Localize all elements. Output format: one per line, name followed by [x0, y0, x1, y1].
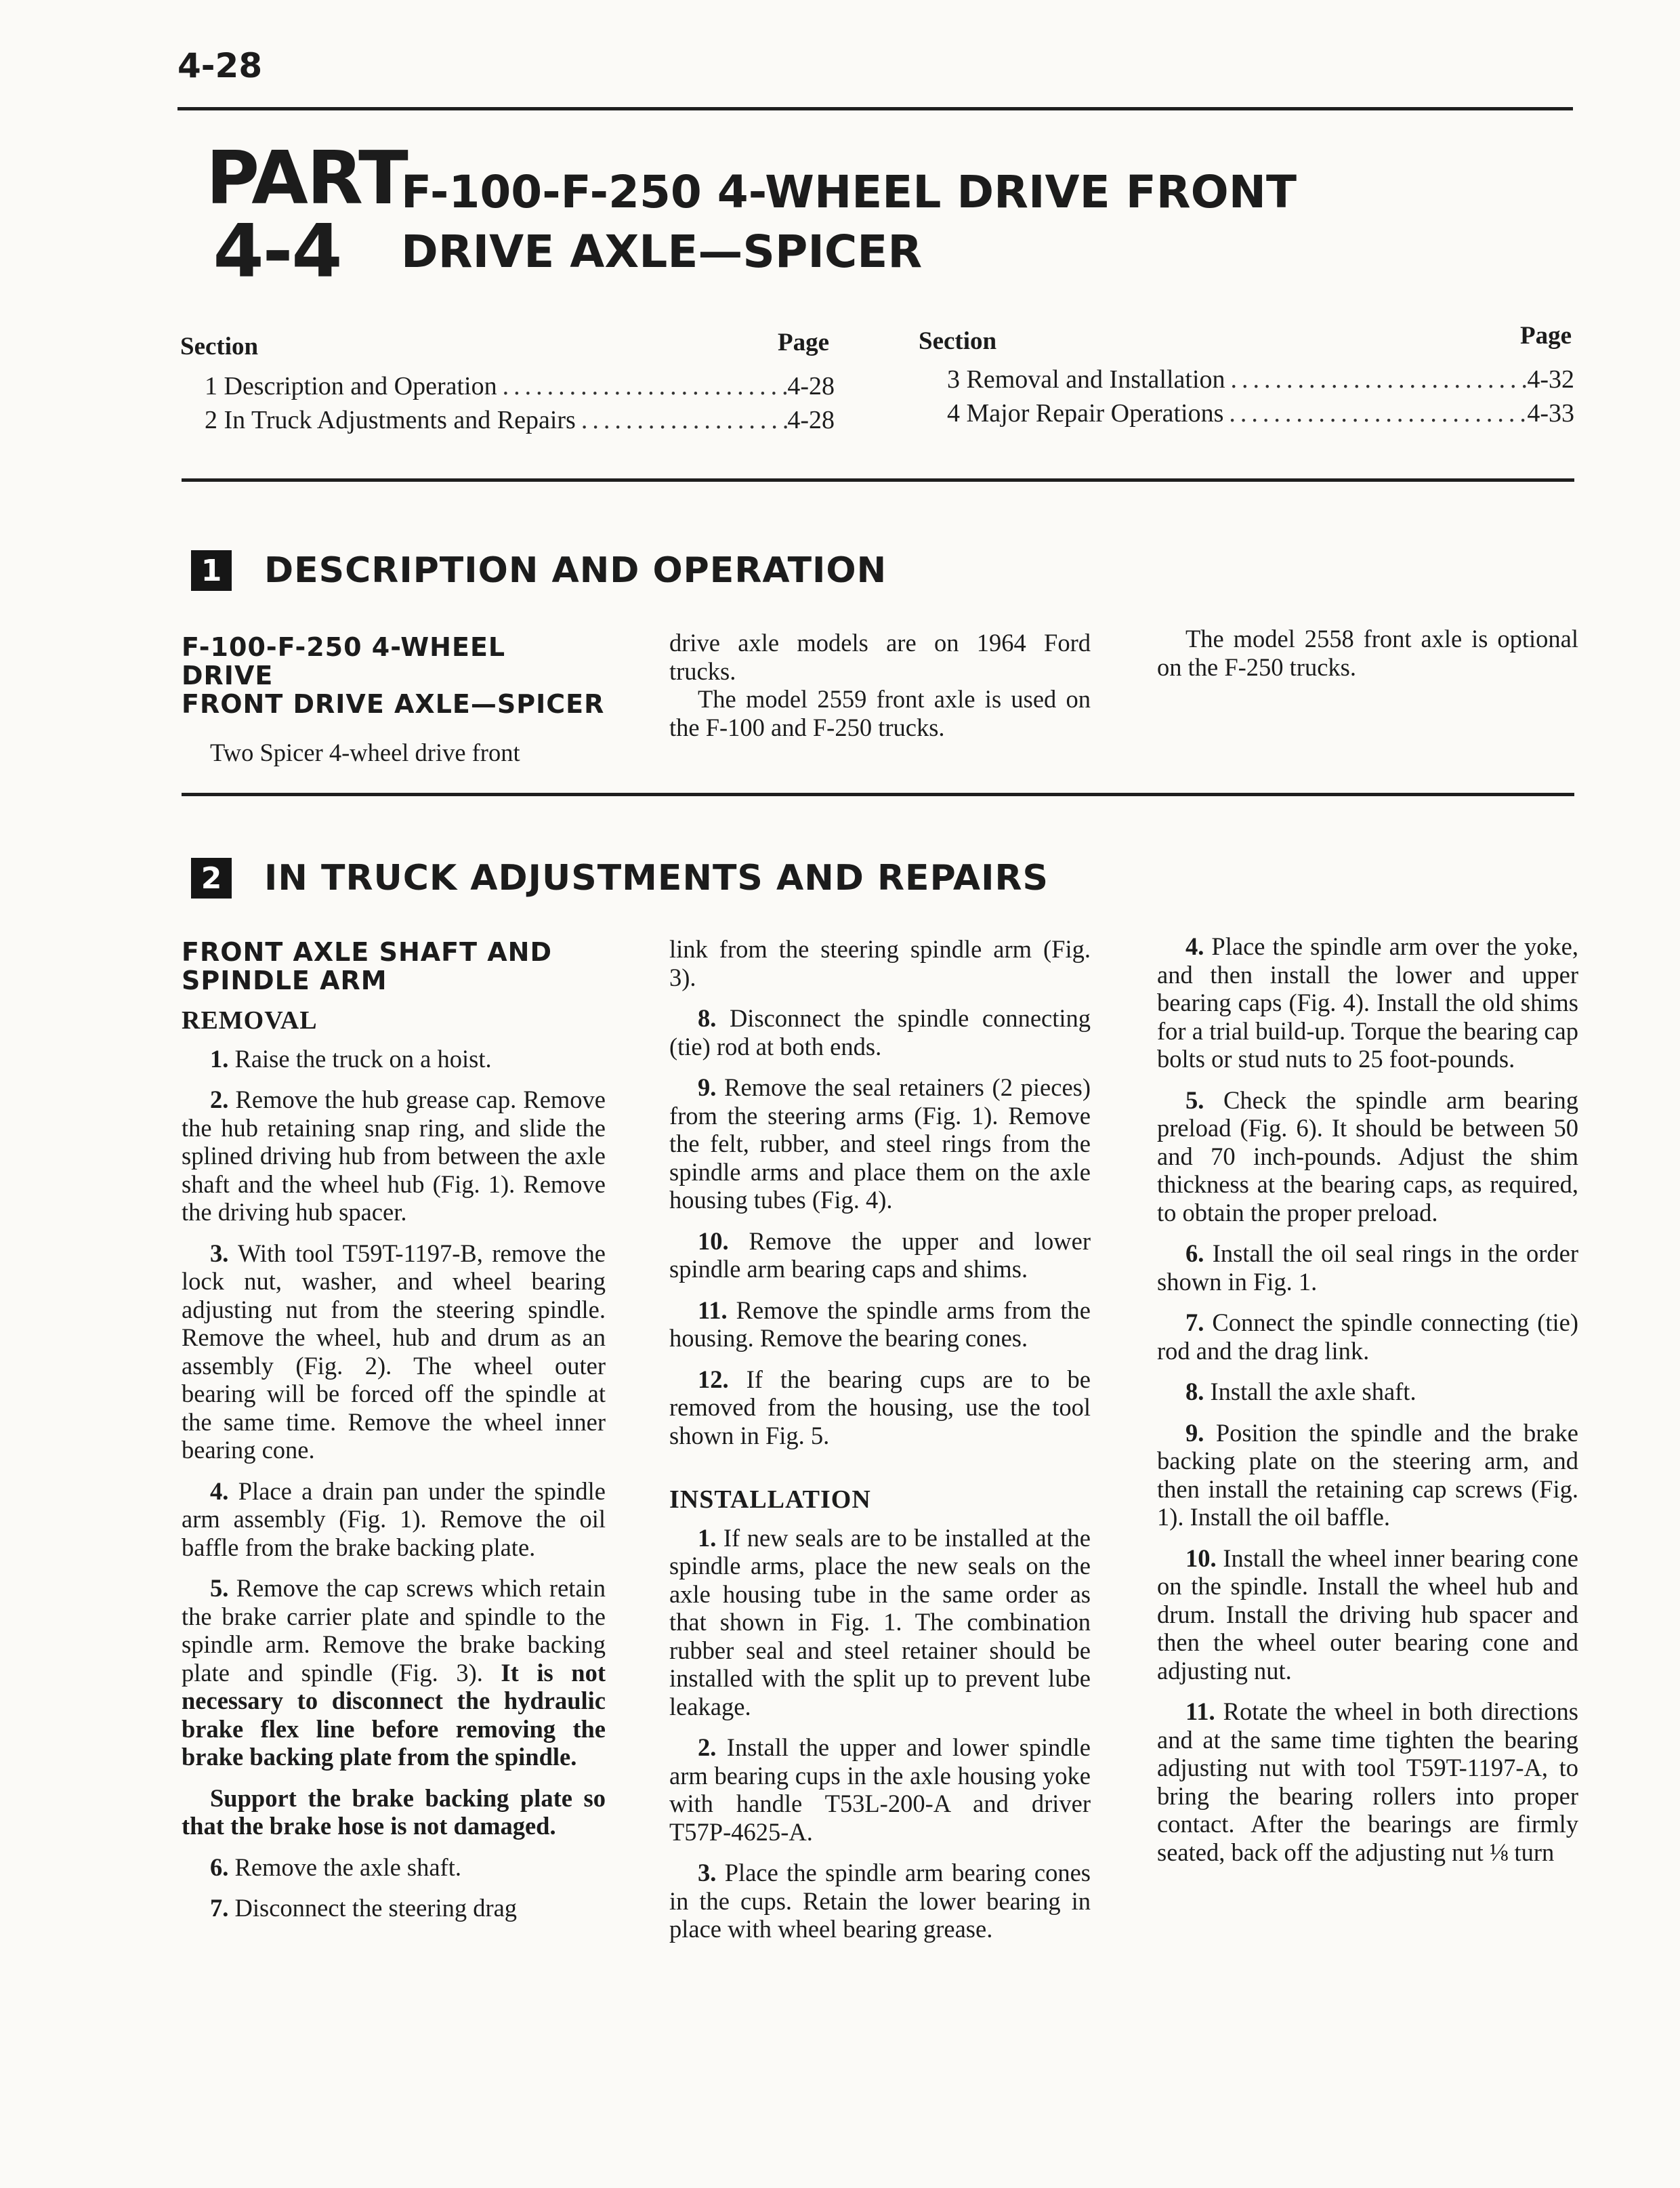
- section1-subheading: [182, 633, 606, 718]
- step-paragraph: [182, 1045, 606, 1073]
- step-number: 10.: [698, 1226, 749, 1255]
- step-paragraph: [1157, 1239, 1578, 1296]
- toc-entry-title: 3 Removal and Installation: [947, 365, 1225, 394]
- step-paragraph: [669, 1073, 1091, 1214]
- section2-col2: [669, 935, 1091, 1956]
- step-number: 8.: [1185, 1378, 1211, 1405]
- section1-heading: [191, 550, 887, 591]
- step-text: Install the wheel inner bearing cone on the spindle. Install the wheel hub and drum. Install the driving hub spacer and then the wheel outer bearing cone and adjusting nut.: [1157, 1544, 1579, 1685]
- removal-steps-continued: [669, 1004, 1091, 1449]
- part-title-line2: DRIVE AXLE—SPICER: [401, 226, 923, 278]
- step-text: Install the upper and lower spindle arm bearing cups in the axle housing yoke with handle T53L-200-A and driver T57P-4625-A.: [669, 1733, 1091, 1846]
- step-number: 3.: [210, 1239, 238, 1267]
- step-paragraph: [1157, 1378, 1578, 1406]
- part-number: 4-4: [213, 209, 341, 294]
- step-number: 9.: [698, 1073, 725, 1101]
- step-text: Remove the hub grease cap. Remove the hub retaining snap ring, and slide the splined driving hub from between the axle shaft and the wheel hub (Fig. 1). Remove the driving hub spacer.: [182, 1086, 606, 1226]
- step-number: 2.: [210, 1086, 236, 1113]
- step-paragraph: [669, 1524, 1091, 1721]
- removal-heading: REMOVAL: [182, 1006, 318, 1035]
- toc-leader: [1223, 398, 1527, 428]
- step-caution: It is not necessary to disconnect the hydraulic brake flex line before removing the brake backing plate from the spindle.: [182, 1658, 606, 1771]
- step-number: 11.: [698, 1296, 736, 1324]
- toc-rule: [182, 478, 1574, 482]
- step-text: Install the oil seal rings in the order shown in Fig. 1.: [1157, 1239, 1579, 1296]
- section1-paragraph: The model 2559 front axle is used on the F-100 and F-250 trucks.: [669, 685, 1091, 741]
- step-paragraph: [182, 1477, 606, 1562]
- section2-heading: [191, 858, 1049, 899]
- toc-entry-3[interactable]: [947, 365, 1574, 394]
- toc-page-label-left: Page: [778, 329, 830, 356]
- toc-page-label-right: Page: [1520, 322, 1572, 350]
- section1-paragraph: drive axle models are on 1964 Ford trucks.: [669, 629, 1091, 685]
- step-paragraph: [1157, 1544, 1578, 1685]
- step-number: 2.: [698, 1733, 727, 1761]
- step-number: 6.: [210, 1853, 235, 1881]
- step-paragraph: [182, 1853, 606, 1882]
- step-number: 4.: [1185, 932, 1212, 960]
- toc-section-label-left: Section: [180, 333, 259, 360]
- toc-entry-4[interactable]: [947, 398, 1574, 428]
- part-title-line1: F-100-F-250 4-WHEEL DRIVE FRONT: [401, 166, 1297, 218]
- toc-entry-page: 4-28: [787, 372, 835, 400]
- section1-col2: [669, 629, 1091, 754]
- part-title: [401, 163, 1458, 282]
- section-rule: [182, 793, 1574, 796]
- step-text: Disconnect the spindle connecting (tie) rod at both ends.: [669, 1004, 1091, 1060]
- toc-entry-title: 4 Major Repair Operations: [947, 399, 1224, 428]
- header-rule: [177, 107, 1573, 110]
- section1-paragraph: Two Spicer 4-wheel drive front: [210, 739, 520, 766]
- section2-subheading: [182, 938, 606, 995]
- step-text: If new seals are to be installed at the spindle arms, place the new seals on the axle housing tube in the same order as that shown in Fig. 1. The combination rubber seal and steel retainer should be installed with the split up to prevent lube leakage.: [669, 1523, 1091, 1720]
- toc-entry-title: 2 In Truck Adjustments and Repairs: [205, 406, 576, 434]
- toc-entry-page: 4-33: [1527, 399, 1574, 428]
- removal-step-continued: link from the steering spindle arm (Fig. 3).: [669, 935, 1091, 991]
- section1-paragraph: The model 2558 front axle is optional on the F-250 trucks.: [1157, 625, 1578, 681]
- step-paragraph: [1157, 932, 1578, 1073]
- step-paragraph: [1157, 1086, 1578, 1227]
- step-text: Remove the cap screws which retain the brake carrier plate and spindle to the spindle arm. Remove the brake backing plate and spindle (Fig. 3).: [182, 1574, 606, 1687]
- section1-title: DESCRIPTION AND OPERATION: [264, 550, 887, 591]
- step-text: Position the spindle and the brake backing plate on the steering arm, and then install the retaining cap screws (Fig. 1). Install the oil baffle.: [1157, 1418, 1578, 1531]
- step-paragraph: [669, 1365, 1091, 1450]
- step-text: Remove the axle shaft.: [234, 1853, 461, 1881]
- toc-entry-page: 4-28: [787, 406, 835, 434]
- section2-col3: [1157, 932, 1578, 1879]
- step-text: Connect the spindle connecting (tie) rod and the drag link.: [1157, 1308, 1579, 1365]
- section1-badge: 1: [191, 550, 232, 591]
- step-paragraph: [669, 1004, 1091, 1060]
- toc-leader: [497, 371, 788, 401]
- section2-subheading-line1: FRONT AXLE SHAFT AND: [182, 937, 553, 967]
- step-paragraph: [669, 1733, 1091, 1846]
- part-word: PART: [206, 136, 407, 221]
- step-number: 6.: [1185, 1239, 1213, 1267]
- toc-entry-title: 1 Description and Operation: [205, 372, 497, 400]
- step-text: Remove the spindle arms from the housing. Remove the bearing cones.: [669, 1296, 1091, 1352]
- step-number: 12.: [698, 1365, 747, 1393]
- step-paragraph: [669, 1859, 1091, 1943]
- step-number: 10.: [1185, 1544, 1223, 1572]
- step-paragraph: [182, 1574, 606, 1771]
- step-text: Remove the upper and lower spindle arm bearing caps and shims.: [669, 1226, 1091, 1283]
- step-number: 7.: [1185, 1308, 1213, 1336]
- step-text: Place a drain pan under the spindle arm assembly (Fig. 1). Remove the oil baffle from the brake backing plate.: [182, 1477, 606, 1561]
- installation-heading: INSTALLATION: [669, 1485, 871, 1514]
- step-text: With tool T59T-1197-B, remove the lock nut, washer, and wheel bearing adjusting nut from the steering spindle. Remove the wheel, hub and drum as an assembly (Fig. 2). The wheel outer bearing will be forced off the spindle at the same time. Remove the wheel inner bearing cone.: [182, 1239, 606, 1464]
- toc-entry-2[interactable]: [205, 405, 835, 435]
- section1-subheading-line2: FRONT DRIVE AXLE—SPICER: [182, 689, 605, 719]
- installation-steps: [669, 1524, 1091, 1943]
- step-number: 5.: [1185, 1086, 1224, 1114]
- step-number: 1.: [698, 1523, 723, 1552]
- step-text: Raise the truck on a hoist.: [234, 1044, 492, 1073]
- step-number: 9.: [1185, 1418, 1216, 1447]
- step-paragraph: [1157, 1419, 1578, 1531]
- section2-col1: [182, 938, 606, 1935]
- removal-steps: [182, 1045, 606, 1922]
- step-text: Rotate the wheel in both directions and at the same time tighten the bearing adjusting nut with tool T59T-1197-A, to bring the bearing rollers into proper contact. After the bearings are firmly seated, back off the adjusting nut ⅛ turn: [1157, 1697, 1578, 1866]
- section2-subheading-line2: SPINDLE ARM: [182, 966, 387, 995]
- step-number: 5.: [210, 1574, 236, 1602]
- section1-subheading-line1: F-100-F-250 4-WHEEL DRIVE: [182, 632, 506, 690]
- toc-leader: [576, 405, 788, 435]
- step-text: Place the spindle arm bearing cones in the cups. Retain the lower bearing in place with wheel bearing grease.: [669, 1859, 1091, 1943]
- step-paragraph: [1157, 1697, 1578, 1866]
- toc-leader: [1225, 365, 1528, 394]
- step-paragraph: [182, 1086, 606, 1226]
- step-paragraph: [1157, 1308, 1578, 1365]
- page-number: 4-28: [177, 46, 263, 85]
- section1-col1: [182, 633, 606, 780]
- step-caution: Support the brake backing plate so that the brake hose is not damaged.: [182, 1783, 606, 1840]
- installation-steps-continued: [1157, 932, 1578, 1866]
- section2-title: IN TRUCK ADJUSTMENTS AND REPAIRS: [264, 858, 1049, 899]
- section1-col3: [1157, 625, 1578, 694]
- step-paragraph: [669, 1296, 1091, 1353]
- step-text: Disconnect the steering drag: [234, 1894, 518, 1922]
- part-label: [206, 136, 407, 294]
- toc-entry-1[interactable]: [205, 371, 835, 401]
- step-text: Check the spindle arm bearing preload (Fig. 6). It should be between 50 and 70 inch-pounds. Adjust the shim thickness at the bearing caps, as required, to obtain the proper preload.: [1157, 1086, 1579, 1226]
- step-text: Remove the seal retainers (2 pieces) from the steering arms (Fig. 1). Remove the felt, rubber, and steel rings from the spindle arms and place them on the axle housing tubes (Fig. 4).: [669, 1073, 1091, 1214]
- step-paragraph: [182, 1894, 606, 1922]
- toc-entry-page: 4-32: [1527, 365, 1574, 394]
- step-number: 11.: [1185, 1697, 1223, 1725]
- step-text: Place the spindle arm over the yoke, and then install the lower and upper bearing caps (Fig. 4). Install the old shims for a trial build-up. Torque the bearing cap bolts or stud nuts to 25 foot-pounds.: [1157, 932, 1579, 1073]
- step-number: 4.: [210, 1477, 238, 1505]
- step-number: 8.: [698, 1004, 730, 1032]
- step-text: If the bearing cups are to be removed from the housing, use the tool shown in Fig. 5.: [669, 1365, 1091, 1449]
- toc-section-label-right: Section: [919, 327, 997, 355]
- step-paragraph: [182, 1239, 606, 1464]
- step-number: 3.: [698, 1859, 725, 1886]
- step-paragraph: [182, 1784, 606, 1840]
- step-paragraph: [669, 1227, 1091, 1283]
- step-text: Install the axle shaft.: [1210, 1378, 1416, 1405]
- section2-badge: 2: [191, 858, 232, 899]
- step-number: 1.: [210, 1044, 235, 1073]
- step-number: 7.: [210, 1894, 235, 1922]
